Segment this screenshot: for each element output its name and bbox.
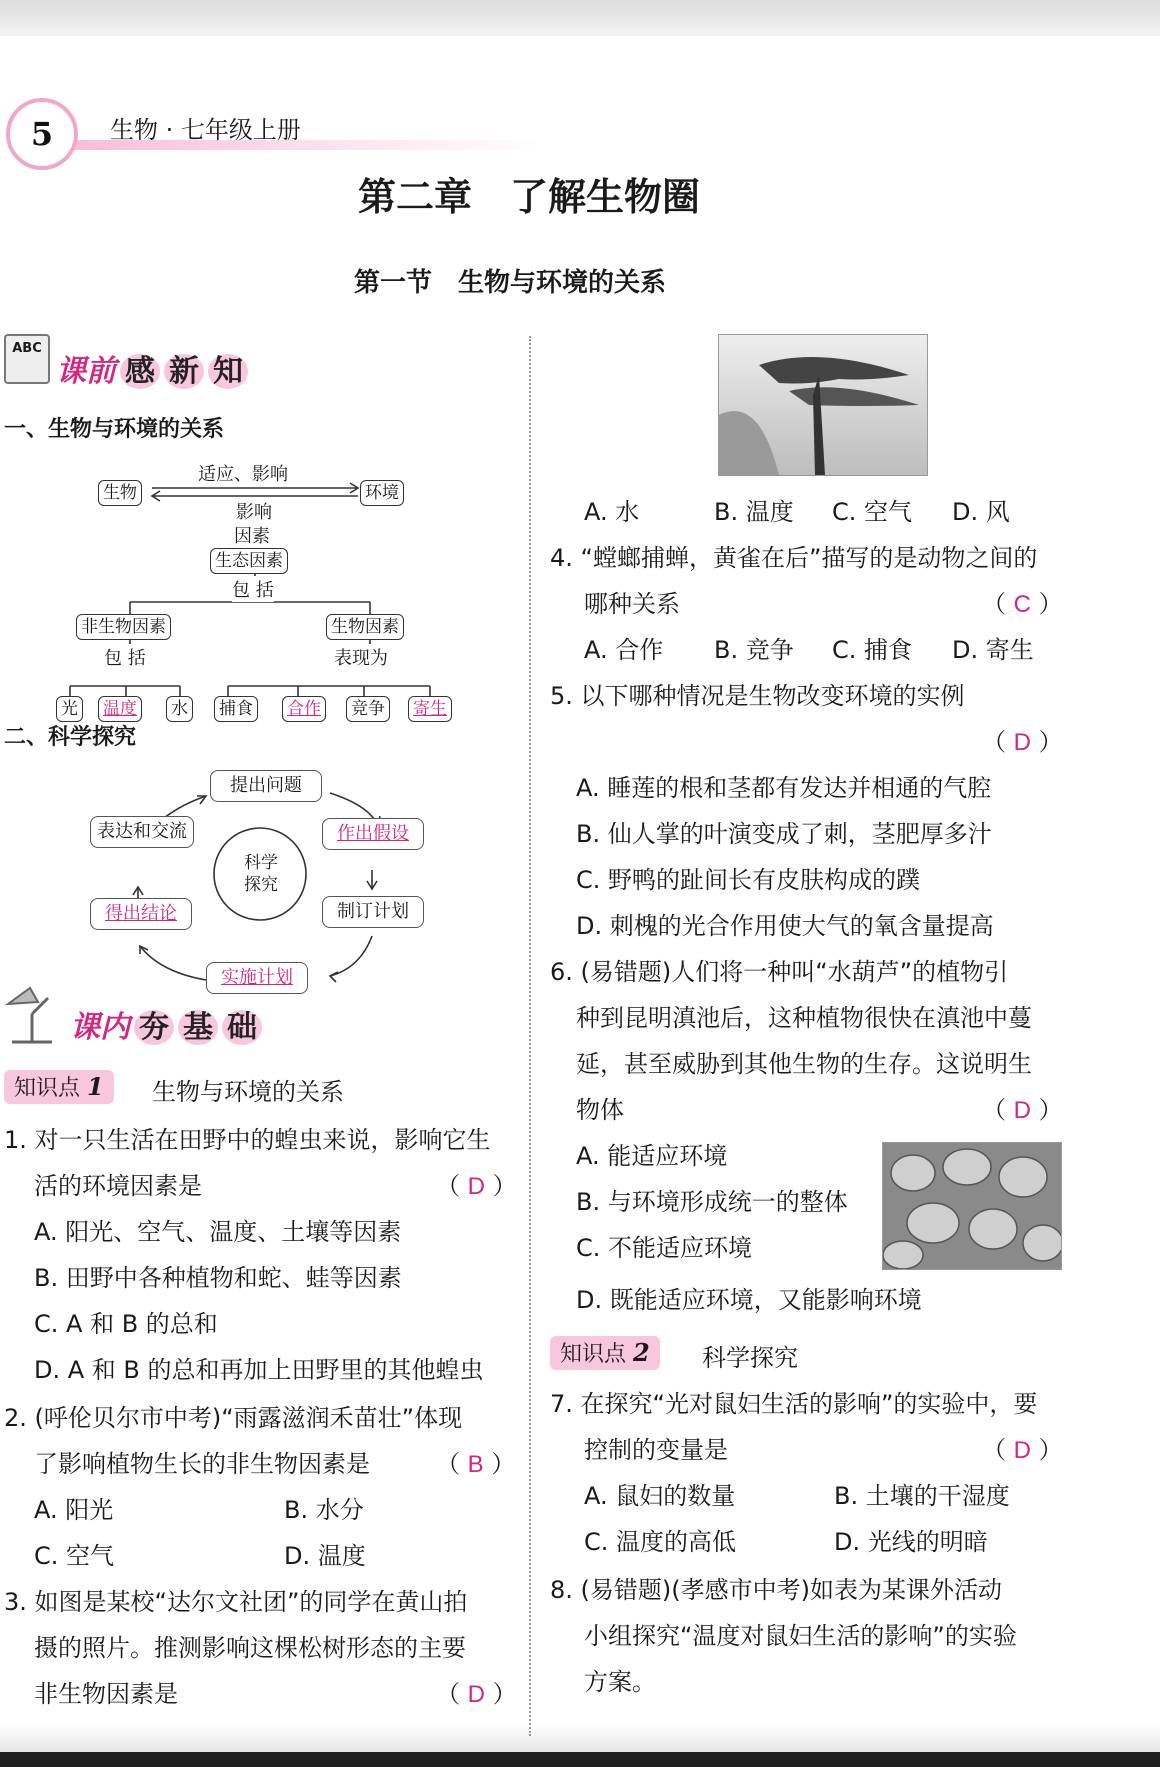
part2-title-d: 础 (222, 1010, 262, 1045)
q2-option: C. 空气 (34, 1542, 115, 1570)
q4-line2: 哪种关系 (584, 590, 680, 618)
box-environment: 环境 (360, 480, 404, 506)
q7-option: C. 温度的高低 (584, 1528, 737, 1556)
abiotic-item: 温度 (98, 696, 142, 722)
q7-answer: （ D ） (982, 1436, 1063, 1464)
q3-line1: 3. 如图是某校“达尔文社团”的同学在黄山拍 (4, 1588, 468, 1616)
q6-answer: （ D ） (982, 1096, 1063, 1124)
kp-label: 知识点 (560, 1342, 627, 1367)
box-biotic: 生物因素 (326, 614, 404, 640)
q7-line2: 控制的变量是 (584, 1436, 728, 1464)
q5-option: D. 刺槐的光合作用使大气的氧含量提高 (576, 912, 994, 940)
q6-line3: 延，甚至威胁到其他生物的生存。这说明生 (576, 1050, 1032, 1078)
q1-option: C. A 和 B 的总和 (34, 1310, 218, 1338)
q6-option: C. 不能适应环境 (576, 1234, 753, 1262)
biotic-item: 合作 (282, 696, 326, 722)
include-label-1: 包 括 (232, 576, 274, 602)
part1-title-a: 课前 (56, 354, 116, 389)
q1-line1: 1. 对一只生活在田野中的蝗虫来说，影响它生 (4, 1126, 491, 1154)
cycle-center-2: 探究 (244, 875, 278, 895)
q4-answer-value: C (1013, 591, 1031, 618)
part1-title-b: 感 (120, 354, 160, 389)
include-label-2: 包 括 (104, 644, 146, 670)
bottom-shadow (0, 1724, 1160, 1752)
q3-option: A. 水 (584, 498, 640, 526)
q3-option: D. 风 (952, 498, 1010, 526)
kp-number: 1 (87, 1072, 104, 1101)
q4-line1: 4. “螳螂捕蝉，黄雀在后”描写的是动物之间的 (550, 544, 1038, 572)
q4-answer: （ C ） (982, 590, 1063, 618)
q8-line3: 方案。 (584, 1668, 656, 1696)
chapter-title: 第二章 了解生物圈 (358, 174, 701, 219)
box-eco-factor: 生态因素 (210, 548, 288, 574)
q2-answer-value: B (467, 1451, 484, 1478)
q3-answer: （ D ） (436, 1680, 517, 1708)
abc-book-icon: ABC (4, 334, 50, 384)
step-implement: 实施计划 (206, 962, 308, 994)
biotic-item: 竞争 (346, 696, 390, 722)
step-question: 提出问题 (210, 770, 322, 802)
q5-option: A. 睡莲的根和茎都有发达并相通的气腔 (576, 774, 992, 802)
q1-option: A. 阳光、空气、温度、土壤等因素 (34, 1218, 402, 1246)
q5-answer-value: D (1013, 729, 1031, 756)
pine-tree-drawing (719, 335, 927, 475)
q2-option: D. 温度 (284, 1542, 366, 1570)
bottom-bar (0, 1752, 1160, 1767)
q3-line2: 摄的照片。推测影响这棵松树形态的主要 (34, 1634, 466, 1662)
q6-option: A. 能适应环境 (576, 1142, 728, 1170)
page (0, 36, 1160, 1726)
q8-line1: 8. (易错题)(孝感市中考)如表为某课外活动 (550, 1576, 1002, 1604)
step-conclusion: 得出结论 (90, 898, 192, 930)
top-shadow (0, 0, 1160, 36)
q4-option: C. 捕食 (832, 636, 913, 664)
kp1-title: 生物与环境的关系 (152, 1078, 344, 1106)
q1-answer-value: D (467, 1173, 485, 1200)
part2-title-b: 夯 (134, 1010, 174, 1045)
arrow-label-bottom: 影响 (236, 502, 272, 523)
water-hyacinth-drawing (883, 1143, 1061, 1269)
heading-inquiry: 二、科学探究 (4, 725, 137, 750)
q7-answer-value: D (1013, 1437, 1031, 1464)
q7-option: A. 鼠妇的数量 (584, 1482, 736, 1510)
abiotic-item: 光 (56, 696, 83, 722)
q5-option: C. 野鸭的趾间长有皮肤构成的蹼 (576, 866, 921, 894)
lamp-icon (4, 984, 60, 1048)
part2-title-a: 课内 (70, 1010, 130, 1045)
biotic-item: 寄生 (408, 696, 452, 722)
q6-option: B. 与环境形成统一的整体 (576, 1188, 848, 1216)
q2-line1: 2. (呼伦贝尔市中考)“雨露滋润禾苗壮”体现 (4, 1404, 463, 1432)
manifest-label: 表现为 (334, 644, 388, 670)
step-plan: 制订计划 (322, 896, 424, 928)
water-hyacinth-photo (882, 1142, 1062, 1270)
box-abiotic: 非生物因素 (76, 614, 171, 640)
part2-title-c: 基 (178, 1010, 218, 1045)
page-number: 5 (6, 98, 78, 170)
q6-line1: 6. (易错题)人们将一种叫“水葫芦”的植物引 (550, 958, 1009, 986)
q7-line1: 7. 在探究“光对鼠妇生活的影响”的实验中，要 (550, 1390, 1038, 1418)
q3-option: C. 空气 (832, 498, 913, 526)
q5-option: B. 仙人掌的叶演变成了刺，茎肥厚多汁 (576, 820, 992, 848)
q4-option: D. 寄生 (952, 636, 1034, 664)
step-communicate: 表达和交流 (90, 816, 194, 848)
section-title: 第一节 生物与环境的关系 (354, 268, 667, 298)
arrow-label-top: 适应、影响 (198, 464, 288, 485)
q4-option: A. 合作 (584, 636, 664, 664)
factor-label: 因素 (234, 526, 270, 547)
q6-answer-value: D (1013, 1097, 1031, 1124)
q5-line1: 5. 以下哪种情况是生物改变环境的实例 (550, 682, 965, 710)
subject-label: 生物 · 七年级上册 (110, 116, 301, 144)
knowledge-point-1 (4, 1070, 114, 1104)
kp2-title: 科学探究 (702, 1344, 798, 1372)
part1-title-c: 新 (164, 354, 204, 389)
q6-line2: 种到昆明滇池后，这种植物很快在滇池中蔓 (576, 1004, 1032, 1032)
q1-option: D. A 和 B 的总和再加上田野里的其他蝗虫 (34, 1356, 484, 1384)
q2-option: A. 阳光 (34, 1496, 114, 1524)
q1-answer: （ D ） (436, 1172, 517, 1200)
q3-option: B. 温度 (714, 498, 794, 526)
part2-title (70, 1002, 262, 1046)
q4-option: B. 竞争 (714, 636, 794, 664)
q3-line3: 非生物因素是 (34, 1680, 178, 1708)
knowledge-point-2 (550, 1336, 660, 1370)
pine-tree-photo (718, 334, 928, 476)
q8-line2: 小组探究“温度对鼠妇生活的影响”的实验 (584, 1622, 1017, 1650)
step-hypothesis: 作出假设 (322, 818, 424, 850)
q2-line2: 了影响植物生长的非生物因素是 (34, 1450, 370, 1478)
part1-title-d: 知 (208, 354, 248, 389)
box-organism: 生物 (98, 480, 142, 506)
q7-option: D. 光线的明暗 (834, 1528, 988, 1556)
biotic-item: 捕食 (214, 696, 258, 722)
q2-answer: （ B ） (436, 1450, 516, 1478)
q1-line2: 活的环境因素是 (34, 1172, 202, 1200)
q1-option: B. 田野中各种植物和蛇、蛙等因素 (34, 1264, 402, 1292)
q7-option: B. 土壤的干湿度 (834, 1482, 1010, 1510)
kp-number: 2 (633, 1338, 650, 1367)
q5-answer: （ D ） (982, 728, 1063, 756)
abiotic-item: 水 (166, 696, 193, 722)
cycle-center-1: 科学 (244, 853, 278, 873)
kp-label: 知识点 (14, 1076, 81, 1101)
heading-relation: 一、生物与环境的关系 (4, 417, 225, 442)
q6-option: D. 既能适应环境，又能影响环境 (576, 1286, 922, 1314)
q6-line4: 物体 (576, 1096, 624, 1124)
q2-option: B. 水分 (284, 1496, 364, 1524)
q3-answer-value: D (467, 1681, 485, 1708)
